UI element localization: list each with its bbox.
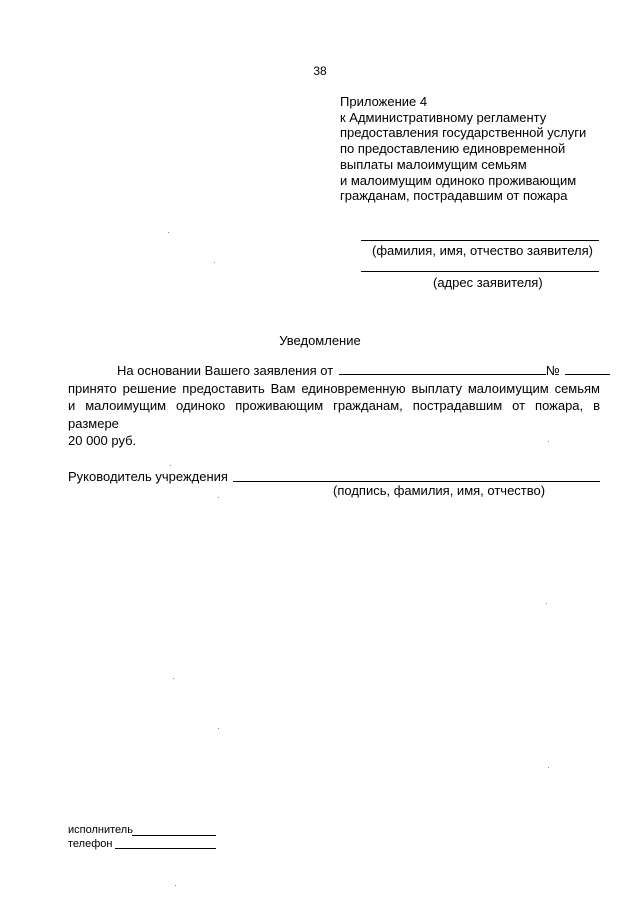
application-date-prefix: На основании Вашего заявления от: [117, 363, 334, 378]
notice-line-4: 20 000 руб.: [68, 433, 137, 448]
applicant-address-line[interactable]: [361, 271, 599, 272]
appendix-line: выплаты малоимущим семьям: [340, 156, 527, 172]
applicant-name-line[interactable]: [361, 240, 599, 241]
application-number-field[interactable]: [565, 362, 610, 375]
scan-speck: [175, 885, 176, 886]
scan-speck: [218, 497, 219, 498]
notice-title: Уведомление: [279, 333, 361, 348]
scan-speck: [214, 262, 215, 263]
applicant-name-caption: (фамилия, имя, отчество заявителя): [372, 243, 593, 258]
page-number: 38: [313, 64, 327, 78]
appendix-line: предоставления государственной услуги: [340, 125, 587, 141]
notice-line-1: [68, 362, 600, 380]
scan-speck: [548, 767, 549, 768]
applicant-address-caption: (адрес заявителя): [433, 275, 543, 290]
appendix-line: по предоставлению единовременной: [340, 141, 566, 157]
appendix-line: к Административному регламенту: [340, 109, 547, 125]
scan-speck: [218, 728, 219, 729]
scan-speck: [548, 441, 549, 442]
executor-label: исполнитель: [68, 824, 133, 836]
notice-line-3: и малоимущим одиноко проживающим гражданам, пострадавшим от пожара, в размере: [68, 398, 600, 431]
signature-caption: (подпись, фамилия, имя, отчество): [333, 483, 546, 498]
appendix-line: Приложение 4: [340, 94, 428, 109]
notice-line-2: принято решение предоставить Вам единовременную выплату малоимущим семьям: [68, 380, 600, 396]
appendix-header: [340, 94, 620, 204]
signature-line[interactable]: [233, 481, 600, 482]
appendix-line: гражданам, пострадавшим от пожара: [340, 188, 568, 204]
appendix-line: и малоимущим одиноко проживающим: [340, 172, 577, 188]
scan-speck: [173, 678, 174, 679]
notice-body: [68, 362, 600, 450]
phone-label: телефон: [68, 838, 113, 850]
number-sign: №: [545, 363, 560, 378]
executor-line[interactable]: [132, 835, 216, 836]
scan-speck: [546, 603, 547, 604]
signature-label: Руководитель учреждения: [68, 469, 228, 484]
scan-speck: [170, 465, 171, 466]
application-date-field[interactable]: [339, 362, 546, 375]
scan-speck: [168, 232, 169, 233]
phone-line[interactable]: [115, 848, 216, 849]
